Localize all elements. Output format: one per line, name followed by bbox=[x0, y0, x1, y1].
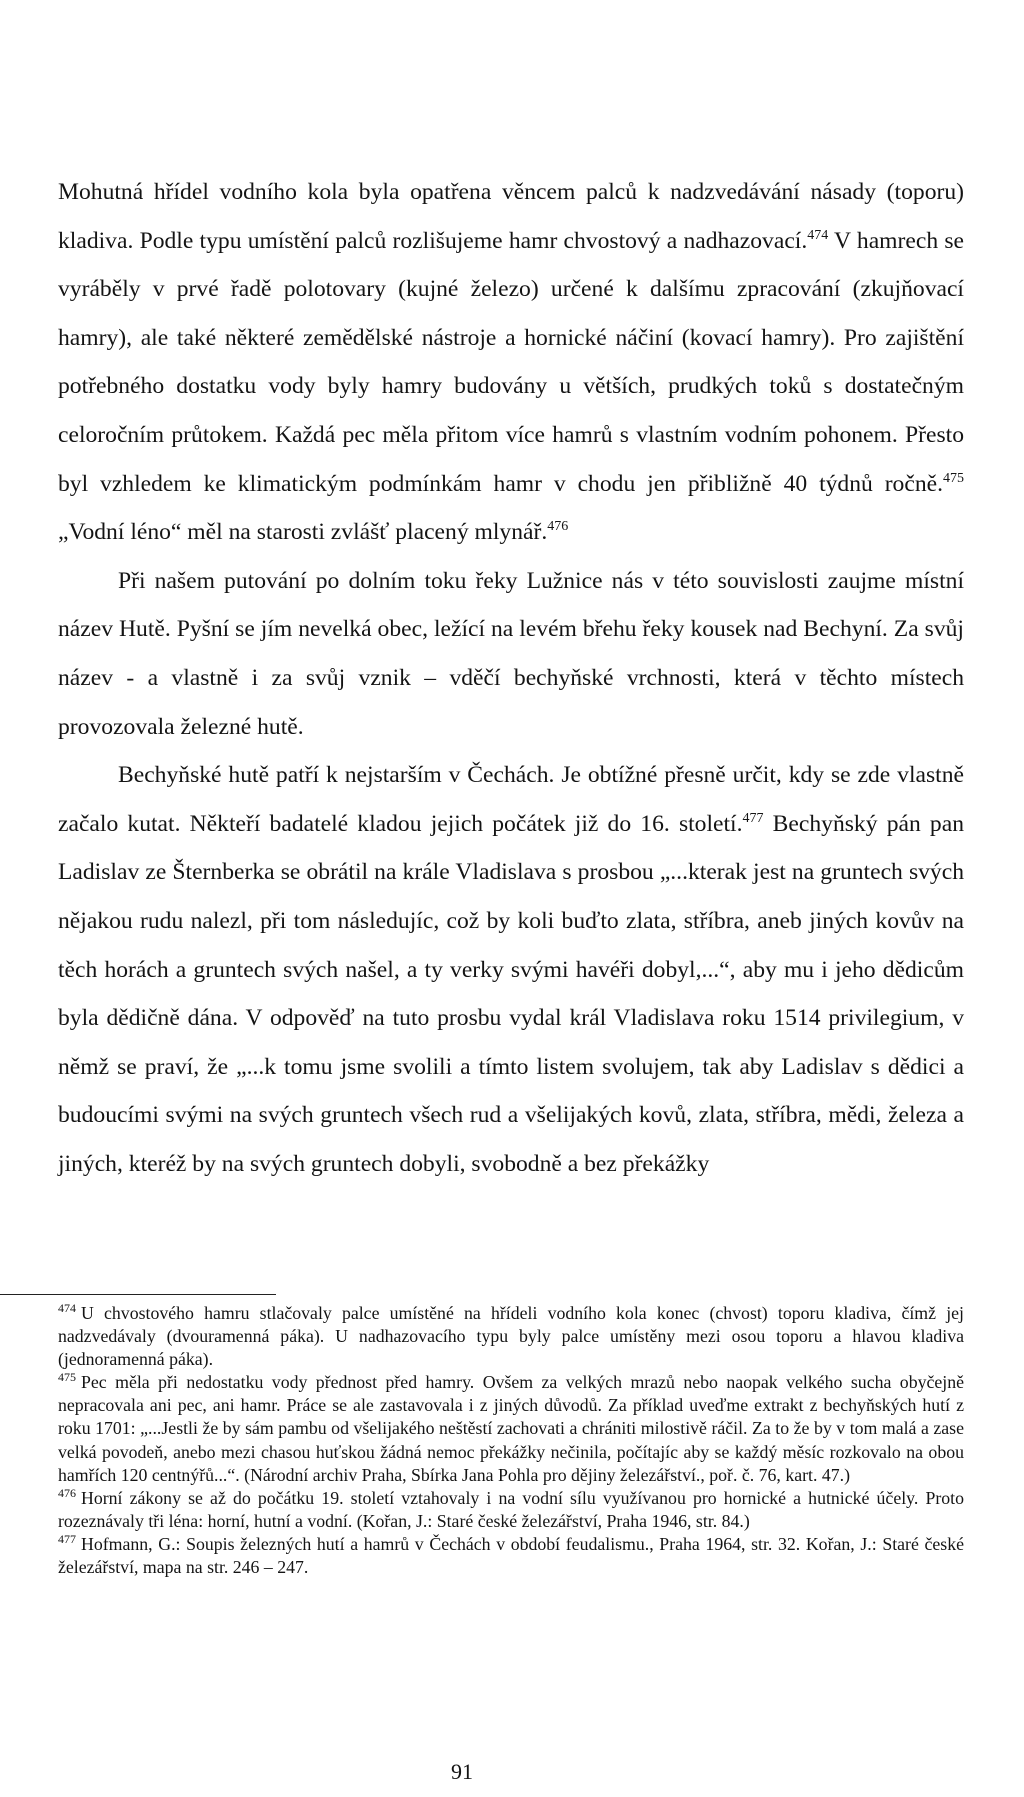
paragraph-text: V hamrech se vyráběly v prvé řadě polotovary (kujné železo) určené k dalšímu zpracování (zkujňovací hamry), ale také některé zemědělské nástroje a hornické náčiní (kovací hamry). Pro zajištění potřebného dostatku vody byly hamry budovány u větších, prudkých toků s dostatečným celoročním průtokem. Každá pec měla přitom více hamrů s vlastním vodním pohonem. Přesto byl vzhledem ke klimatickým podmínkám hamr v chodu jen přibližně 40 týdnů ročně. bbox=[58, 227, 964, 497]
footnote-separator bbox=[0, 1294, 276, 1295]
footnote-number: 476 bbox=[58, 1485, 76, 1500]
paragraph-text: Mohutná hřídel vodního kola byla opatřena věncem palců k nadzvedávání násady (toporu) kladiva. Podle typu umístění palců rozlišujeme hamr chvostový a nadhazovací. bbox=[58, 179, 964, 254]
footnote-476 bbox=[58, 1487, 964, 1533]
paragraph-text: Bechyňské hutě patří k nejstarším v Čechách. Je obtížné přesně určit, kdy se zde vlastně začalo kutat. Někteří badatelé kladou jejich počátek již do 16. století. bbox=[58, 762, 964, 837]
main-text bbox=[58, 168, 964, 1188]
footnote-reference: 475 bbox=[943, 470, 964, 486]
page-number: 91 bbox=[451, 1759, 473, 1784]
footnotes bbox=[58, 1302, 964, 1579]
footnote-475 bbox=[58, 1371, 964, 1486]
footnote-number: 474 bbox=[58, 1301, 76, 1315]
footnote-text: Pec měla při nedostatku vody přednost před hamry. Ovšem za velkých mrazů nebo naopak velkého sucha obyčejně nepracovala ani pec, ani hamr. Práce se ale zastavovala i z jiných důvodů. Za příklad uveďme extrakt z bechyňských hutí z roku 1701: „...Jestli že by sám pambu od všelijakého neštěstí zachovati a chrániti milostivě ráčil. Za to že by v tom malá a zase velká povodeň, anebo mezi chasou huťskou žádná nemoc překážky nečinila, počítajíc aby se každý měsíc rozkovalo na obou hamřích 120 centnýřů...“. (Národní archiv Praha, Sbírka Jana Pohla pro dějiny železářství., poř. č. 76, kart. 47.) bbox=[58, 1372, 964, 1485]
footnote-text: U chvostového hamru stlačovaly palce umístěné na hřídeli vodního kola konec (chvost) toporu kladiva, čímž jej nadzvedávaly (dvouramenná páka). U nadhazovacího typu byly palce umístěny mezi osou toporu a hlavou kladiva (jednoramenná páka). bbox=[58, 1303, 964, 1370]
paragraph-text: Bechyňský pán pan Ladislav ze Šternberka se obrátil na krále Vladislava s prosbou „...kterak jest na gruntech svých nějakou rudu nalezl, při tom následujíc, což by koli buďto zlata, stříbra, aneb jiných kovův na těch horách a gruntech svých našel, a ty verky svými havéři dobyl,...“, aby mu i jeho dědicům byla dědičně dána. V odpověď na tuto prosbu vydal král Vladislava roku 1514 privilegium, v němž se praví, že „...k tomu jsme svolili a tímto listem svolujem, tak aby Ladislav s dědici a budoucími svými na svých gruntech všech rud a všelijakých kovů, zlata, stříbra, mědi, železa a jiných, kteréž by na svých gruntech dobyli, svobodně a bez překážky bbox=[58, 810, 964, 1177]
footnote-474 bbox=[58, 1302, 964, 1371]
paragraph-text: „Vodní léno“ měl na starosti zvlášť placený mlynář. bbox=[58, 519, 548, 546]
body-paragraph bbox=[58, 751, 964, 1188]
footnote-reference: 477 bbox=[742, 810, 764, 826]
footnote-number: 475 bbox=[58, 1370, 76, 1385]
footnote-477 bbox=[58, 1533, 964, 1579]
footnote-reference: 474 bbox=[807, 227, 829, 243]
body-paragraph bbox=[58, 557, 964, 751]
footnote-reference: 476 bbox=[547, 519, 569, 535]
footnote-text: Hofmann, G.: Soupis železných hutí a hamrů v Čechách v období feudalismu., Praha 1964, str. 32. Kořan, J.: Staré české železářství, mapa na str. 246 – 247. bbox=[58, 1533, 964, 1578]
paragraph-text: Při našem putování po dolním toku řeky Lužnice nás v této souvislosti zaujme místní název Hutě. Pyšní se jím nevelká obec, ležící na levém břehu řeky kousek nad Bechyní. Za svůj název - a vlastně i za svůj vznik – vděčí bechyňské vrchnosti, která v těchto místech provozovala železné hutě. bbox=[58, 567, 964, 740]
footnote-text: Horní zákony se až do počátku 19. století vztahovaly i na vodní sílu využívanou pro hornické a hutnické účely. Proto rozeznávaly tři léna: horní, hutní a vodní. (Kořan, J.: Staré české železářství, Praha 1946, str. 84.) bbox=[58, 1487, 964, 1531]
body-paragraph bbox=[58, 168, 964, 557]
footnote-number: 477 bbox=[58, 1531, 76, 1546]
